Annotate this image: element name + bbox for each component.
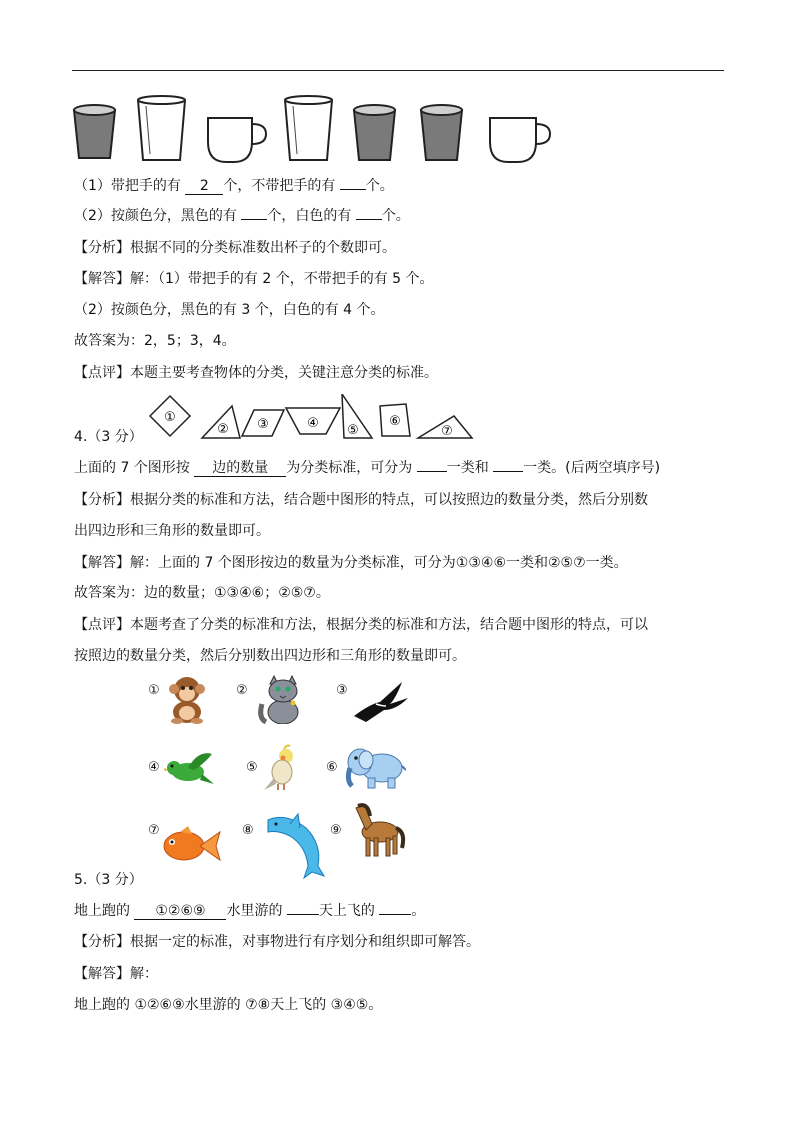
answer-blank[interactable] [356, 219, 382, 220]
shape-label: ⑥ [389, 414, 401, 429]
q4-prompt: 上面的 7 个图形按 边的数量 为分类标准，可分为 一类和 一类。(后两空填序号) [74, 460, 661, 476]
animal-label: ⑥ [326, 760, 338, 775]
shape-4-trapezoid [286, 408, 340, 434]
answer-blank[interactable] [493, 471, 523, 472]
horse-icon [346, 802, 408, 860]
shape-label: ⑦ [441, 424, 453, 439]
q4-shapes [144, 394, 474, 444]
q3-comment: 【点评】本题主要考查物体的分类，关键注意分类的标准。 [74, 365, 438, 381]
shape-label: ① [164, 410, 176, 425]
animal-label: ⑦ [148, 823, 160, 838]
header-rule [72, 70, 724, 71]
q4-comment-1: 【点评】本题考查了分类的标准和方法，根据分类的标准和方法，结合题中图形的特点，可以 [74, 617, 648, 633]
shape-label: ④ [307, 416, 319, 431]
q3-item-1: （1）带把手的有 2 个，不带把手的有 个。 [74, 178, 394, 194]
shape-label: ② [217, 422, 229, 437]
q3-item-2: （2）按颜色分，黑色的有 个，白色的有 个。 [74, 208, 410, 224]
q4-final-answer: 故答案为：边的数量；①③④⑥；②⑤⑦。 [74, 585, 330, 601]
animal-label: ④ [148, 760, 160, 775]
shape-5-triangle [342, 394, 372, 438]
q5-solution-head: 【解答】解： [74, 966, 158, 982]
answer-blank[interactable] [379, 914, 411, 915]
answer-blank[interactable] [340, 189, 366, 190]
animal-label: ① [148, 683, 160, 698]
answer-blank[interactable] [417, 471, 447, 472]
q4-solution: 【解答】解：上面的 7 个图形按边的数量为分类标准，可分为①③④⑥一类和②⑤⑦一类。 [74, 555, 628, 571]
cups-illustration [66, 92, 566, 164]
green-bird-icon [164, 748, 216, 790]
shape-6-quadrilateral [380, 404, 410, 436]
animal-label: ③ [336, 683, 348, 698]
animal-label: ② [236, 683, 248, 698]
white-glass-icon [138, 96, 185, 160]
q5-prompt: 地上跑的 ①②⑥⑨ 水里游的 天上飞的 。 [74, 903, 426, 919]
q3-solution-1: 【解答】解：（1）带把手的有 2 个，不带把手的有 5 个。 [74, 271, 434, 287]
q4-number: 4.（3 分） [74, 429, 143, 445]
q3-final-answer: 故答案为：2，5；3，4。 [74, 333, 236, 349]
shape-label: ⑤ [347, 423, 359, 438]
answer-blank[interactable]: 边的数量 [194, 460, 286, 477]
white-mug-with-handle-icon [208, 118, 266, 162]
dolphin-icon [262, 810, 328, 882]
shape-2-triangle [202, 406, 240, 438]
white-glass-icon [285, 96, 332, 160]
answer-blank[interactable] [241, 219, 267, 220]
answer-blank[interactable]: ①②⑥⑨ [134, 903, 226, 920]
cockatiel-bird-icon [262, 744, 302, 792]
cat-icon [256, 674, 306, 724]
shape-3-parallelogram [242, 410, 284, 436]
black-cup-icon [74, 105, 115, 158]
q4-analysis-2: 出四边形和三角形的数量即可。 [74, 523, 270, 539]
animal-label: ⑨ [330, 823, 342, 838]
animal-label: ⑧ [242, 823, 254, 838]
black-cup-icon [354, 105, 395, 160]
animal-label: ⑤ [246, 760, 258, 775]
q5-number: 5.（3 分） [74, 872, 143, 888]
shape-label: ③ [257, 417, 269, 432]
shape-1-rhombus [150, 396, 190, 436]
q3-solution-2: （2）按颜色分，黑色的有 3 个，白色的有 4 个。 [74, 302, 385, 318]
q5-solution: 地上跑的 ①②⑥⑨水里游的 ⑦⑧天上飞的 ③④⑤。 [74, 997, 383, 1013]
monkey-icon [164, 674, 210, 724]
answer-blank[interactable] [287, 914, 319, 915]
goldfish-icon [160, 826, 224, 866]
white-mug-with-handle-icon [490, 118, 550, 162]
q4-comment-2: 按照边的数量分类，然后分别数出四边形和三角形的数量即可。 [74, 648, 466, 664]
swallow-bird-icon [350, 676, 410, 726]
q4-analysis-1: 【分析】根据分类的标准和方法，结合题中图形的特点，可以按照边的数量分类，然后分别数 [74, 492, 648, 508]
answer-blank[interactable]: 2 [185, 178, 223, 195]
shape-7-triangle [418, 416, 472, 439]
q3-analysis: 【分析】根据不同的分类标准数出杯子的个数即可。 [74, 240, 396, 256]
q5-analysis: 【分析】根据一定的标准，对事物进行有序划分和组织即可解答。 [74, 934, 480, 950]
elephant-icon [344, 744, 406, 792]
black-cup-icon [421, 105, 462, 160]
